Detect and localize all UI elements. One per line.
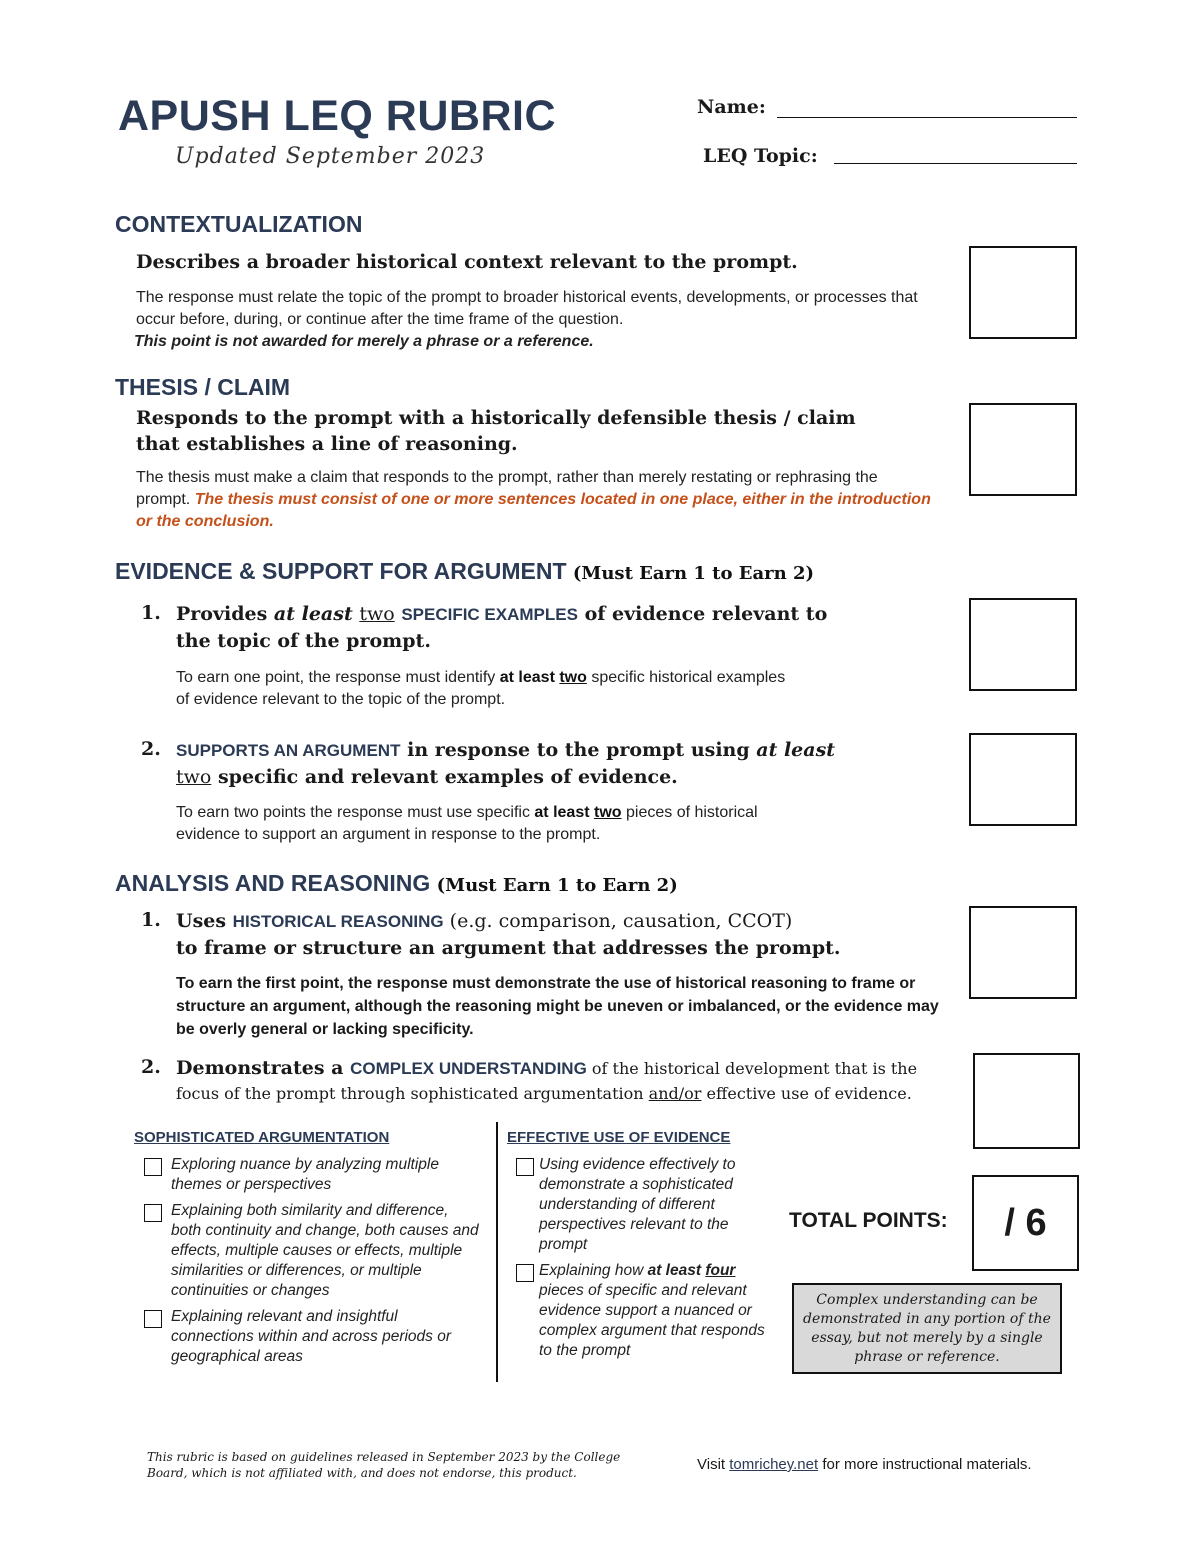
footer-disclaimer: This rubric is based on guidelines released in September 2023 by the College Board, which is not affiliated with, and does not endorse, this product. (147, 1450, 621, 1480)
evidence-item2-at-least: at least (756, 739, 836, 761)
evidence-item2-line1 (176, 737, 956, 764)
analysis-item1-line2: to frame or structure an argument that addresses the prompt. (176, 937, 841, 959)
sophisticated-heading: SOPHISTICATED ARGUMENTATION (134, 1129, 390, 1146)
thesis-criterion (136, 405, 936, 457)
evidence-item1-line2: the topic of the prompt. (176, 630, 431, 652)
sophisticated-item (144, 1307, 479, 1367)
evidence-heading-aside: (Must Earn 1 to Earn 2) (572, 563, 815, 584)
evidence-item1-pre: Provides (176, 603, 274, 625)
sophisticated-item (144, 1201, 479, 1301)
evidence-item2-number: 2. (141, 738, 161, 760)
effective-checkbox-1[interactable] (516, 1158, 534, 1176)
evidence-item2-line2 (176, 764, 956, 790)
effective-heading: EFFECTIVE USE OF EVIDENCE (507, 1129, 731, 1146)
analysis-item2-keyword: COMPLEX UNDERSTANDING (350, 1059, 587, 1078)
thesis-score-box[interactable] (969, 403, 1077, 496)
evidence-item1-keyword: SPECIFIC EXAMPLES (401, 605, 578, 624)
effective-item2-post: pieces of specific and relevant evidence support a nuanced or complex argument that responds to the prompt (539, 1282, 765, 1359)
evidence-item2-desc-line1 (176, 802, 956, 824)
analysis-item1-score-box[interactable] (969, 906, 1077, 999)
complex-understanding-note: Complex understanding can be demonstrated in any portion of the essay, but not merely by a single phrase or reference. (792, 1283, 1062, 1374)
analysis-item2-line1 (176, 1055, 966, 1082)
total-points-label: TOTAL POINTS: (789, 1209, 948, 1232)
analysis-item2-andor: and/or (648, 1084, 702, 1103)
analysis-item2-post: of the historical development that is the (586, 1059, 918, 1078)
effective-item2-emph2: four (705, 1262, 736, 1279)
analysis-item2-line2 (176, 1082, 966, 1106)
effective-item-text-1: Using evidence effectively to demonstrate a sophisticated understanding of different perspectives relevant to the prompt (539, 1156, 736, 1253)
thesis-note: The thesis must consist of one or more sentences located in one place, either in the introduction or the conclusion. (136, 491, 931, 530)
analysis-item1-keyword: HISTORICAL REASONING (232, 912, 444, 931)
evidence-item1-desc-emph2: two (559, 669, 587, 686)
evidence-item2-desc-emph1: at least (534, 804, 590, 821)
evidence-item1-desc-post: specific historical examples (586, 669, 786, 686)
effective-list (516, 1155, 766, 1361)
evidence-item2-two: two (176, 766, 212, 788)
analysis-item2-score-box[interactable] (973, 1053, 1080, 1149)
column-divider (496, 1122, 498, 1382)
thesis-criterion-line1: Responds to the prompt with a historically defensible thesis / claim (136, 407, 856, 429)
evidence-item1-desc-pre: To earn one point, the response must identify (176, 669, 500, 686)
contextualization-criterion: Describes a broader historical context relevant to the prompt. (136, 251, 798, 273)
sophisticated-item-text-2: Explaining both similarity and difference, both continuity and change, both causes and effects, multiple causes or effects, multiple similarities or differences, or multiple continuities or changes (171, 1202, 479, 1299)
sophisticated-checkbox-3[interactable] (144, 1310, 162, 1328)
evidence-item1-score-box[interactable] (969, 598, 1077, 691)
evidence-heading (115, 558, 814, 585)
analysis-item1-number: 1. (141, 909, 161, 931)
evidence-item2-keyword: SUPPORTS AN ARGUMENT (176, 741, 401, 760)
name-label: Name: (697, 96, 766, 118)
sophisticated-list (144, 1155, 479, 1367)
sophisticated-checkbox-1[interactable] (144, 1158, 162, 1176)
analysis-item2-pre: Demonstrates a (176, 1057, 351, 1079)
footer-website-link[interactable]: tomrichey.net (729, 1456, 819, 1473)
evidence-item1-desc-line1 (176, 667, 956, 689)
evidence-item2-desc-pre: To earn two points the response must use specific (176, 804, 535, 821)
contextualization-note: This point is not awarded for merely a phrase or a reference. (134, 333, 594, 350)
footer-visit (697, 1456, 1032, 1473)
footer-visit-pre: Visit (697, 1456, 730, 1473)
analysis-heading-aside: (Must Earn 1 to Earn 2) (436, 875, 678, 896)
contextualization-description: The response must relate the topic of the prompt to broader historical events, developments, or processes that occur before, during, or continue after the time frame of the question. (136, 289, 918, 328)
contextualization-score-box[interactable] (969, 246, 1077, 339)
page-title: APUSH LEQ RUBRIC (118, 92, 557, 140)
evidence-item2-criterion (176, 737, 956, 790)
evidence-item1-number: 1. (141, 602, 161, 624)
evidence-item2-desc-emph2: two (594, 804, 622, 821)
contextualization-heading: CONTEXTUALIZATION (115, 211, 363, 237)
analysis-item1-paren: (e.g. comparison, causation, CCOT) (443, 910, 793, 932)
analysis-item1-pre: Uses (176, 910, 233, 932)
total-points-value: / 6 (1004, 1201, 1047, 1244)
evidence-item1-at-least: at least (273, 603, 353, 625)
evidence-item2-mid: in response to the prompt using (400, 739, 757, 761)
analysis-item2-criterion (176, 1055, 966, 1106)
evidence-item2-desc-line2: evidence to support an argument in response to the prompt. (176, 826, 601, 843)
name-field[interactable] (777, 117, 1077, 118)
analysis-heading (115, 870, 678, 897)
evidence-item1-two: two (359, 603, 395, 625)
footer-visit-post: for more instructional materials. (818, 1456, 1032, 1473)
sophisticated-item (144, 1155, 479, 1195)
analysis-item2-line2-post: effective use of evidence. (701, 1084, 912, 1103)
evidence-item1-desc-line2: of evidence relevant to the topic of the prompt. (176, 691, 506, 708)
evidence-item1-line1 (176, 601, 956, 628)
thesis-criterion-line2: that establishes a line of reasoning. (136, 433, 518, 455)
topic-field[interactable] (834, 163, 1077, 164)
evidence-item2-description (176, 802, 956, 846)
effective-item-text-2 (539, 1261, 766, 1361)
analysis-item1-criterion (176, 908, 956, 961)
analysis-item1-description: To earn the first point, the response must demonstrate the use of historical reasoning to frame or structure an argument, although the reasoning might be uneven or imbalanced, or the evidence may be overly general or lacking specificity. (176, 975, 939, 1038)
thesis-description-text: The thesis must make a claim that responds to the prompt, rather than merely restating or rephrasing the prompt. (136, 469, 878, 508)
page-subtitle: Updated September 2023 (175, 144, 486, 169)
analysis-item2-number: 2. (141, 1056, 161, 1078)
evidence-item1-desc-emph1: at least (499, 669, 555, 686)
evidence-heading-text: EVIDENCE & SUPPORT FOR ARGUMENT (115, 558, 567, 584)
sophisticated-item-text-3: Explaining relevant and insightful connections within and across periods or geographical areas (171, 1308, 452, 1365)
evidence-item2-line2-text: specific and relevant examples of evidence. (211, 766, 678, 788)
effective-item (516, 1261, 766, 1361)
analysis-item1-line1 (176, 908, 956, 935)
evidence-item2-desc-post: pieces of historical (621, 804, 758, 821)
sophisticated-item-text-1: Exploring nuance by analyzing multiple themes or perspectives (171, 1156, 439, 1193)
effective-item2-emph1: at least (647, 1262, 701, 1279)
total-points-box[interactable] (972, 1175, 1079, 1271)
effective-item2-pre: Explaining how (539, 1262, 648, 1279)
effective-checkbox-2[interactable] (516, 1264, 534, 1282)
thesis-heading: THESIS / CLAIM (115, 374, 291, 400)
thesis-description (136, 467, 936, 533)
evidence-item1-post: of evidence relevant to (584, 603, 828, 625)
analysis-item2-line2-pre: focus of the prompt through sophisticated argumentation (176, 1084, 649, 1103)
evidence-item1-criterion (176, 601, 956, 654)
analysis-heading-text: ANALYSIS AND REASONING (115, 870, 431, 896)
topic-label: LEQ Topic: (703, 145, 818, 167)
sophisticated-checkbox-2[interactable] (144, 1204, 162, 1222)
evidence-item2-score-box[interactable] (969, 733, 1077, 826)
evidence-item1-description (176, 667, 956, 711)
effective-item (516, 1155, 766, 1255)
